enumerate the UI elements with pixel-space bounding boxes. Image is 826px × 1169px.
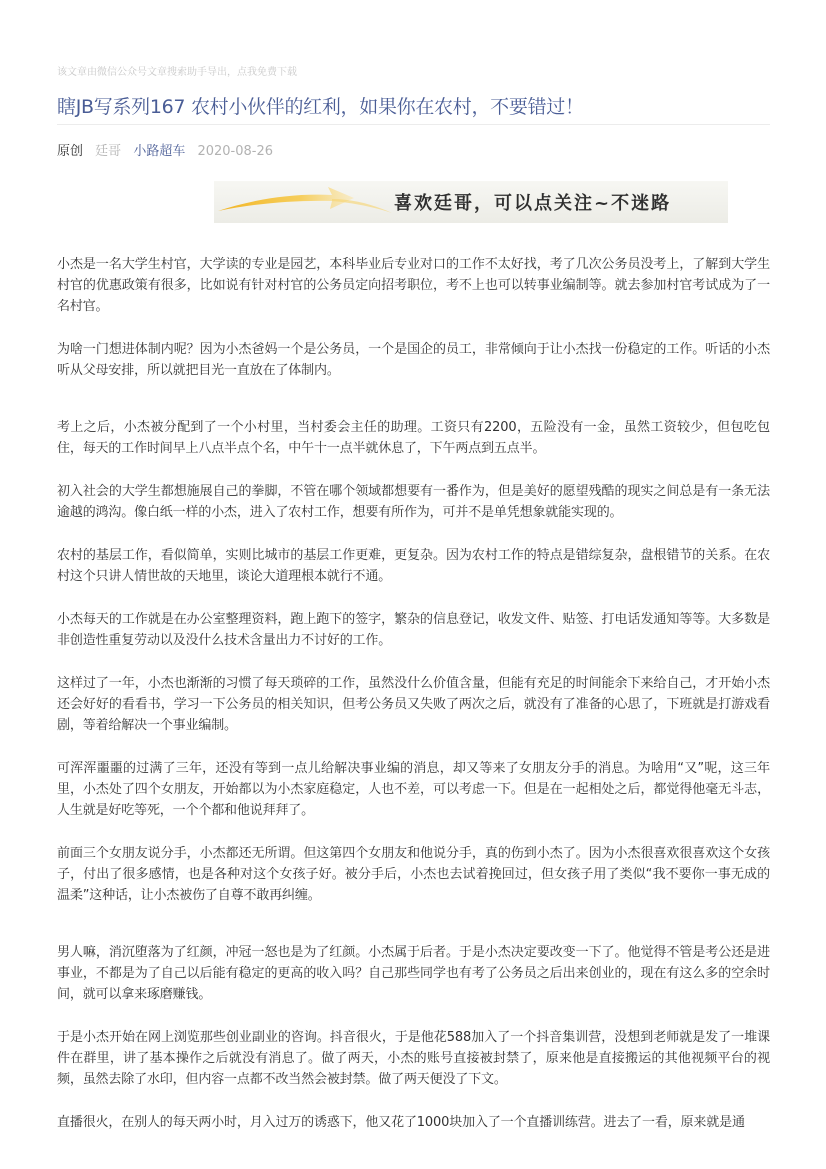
follow-banner <box>214 181 728 223</box>
article-paragraph: 农村的基层工作，看似简单，实则比城市的基层工作更难，更复杂。因为农村工作的特点是错综复杂，盘根错节的关系。在农村这个只讲人情世故的天地里，谈论大道理根本就行不通。 <box>57 548 770 584</box>
article-paragraph: 考上之后，小杰被分配到了一个小村里，当村委会主任的助理。工资只有2200，五险没有一金，虽然工资较少，但包吃包住，每天的工作时间早上八点半点个名，中午十一点半就休息了，下午两点到五点半。 <box>57 420 770 456</box>
author-name: 廷哥 <box>95 144 122 159</box>
article-paragraph: 小杰每天的工作就是在办公室整理资料，跑上跑下的签字，繁杂的信息登记，收发文件、贴签、打电话发通知等等。大多数是非创造性重复劳动以及没什么技术含量出力不讨好的工作。 <box>57 612 770 648</box>
article-paragraph: 这样过了一年，小杰也渐渐的习惯了每天琐碎的工作，虽然没什么价值含量，但能有充足的时间能余下来给自己，才开始小杰还会好好的看看书，学习一下公务员的相关知识，但考公务员又失败了两次之后，就没有了准备的心思了，下班就是打游戏看剧，等着给解决一个事业编制。 <box>57 676 770 733</box>
banner-text: 喜欢廷哥，可以点关注~不迷路 <box>394 193 672 214</box>
article-body <box>57 254 770 1155</box>
article-paragraph: 可浑浑噩噩的过满了三年，还没有等到一点儿给解决事业编的消息，却又等来了女朋友分手的消息。为啥用“又”呢，这三年里，小杰处了四个女朋友，开始都以为小杰家庭稳定，人也不差，可以考虑一下。但是在一起相处之后，都觉得他毫无斗志，人生就是好吃等死，一个个都和他说拜拜了。 <box>57 761 770 818</box>
article-paragraph: 前面三个女朋友说分手，小杰都还无所谓。但这第四个女朋友和他说分手，真的伤到小杰了。因为小杰很喜欢很喜欢这个女孩子，付出了很多感情，也是各种对这个女孩子好。被分手后，小杰也去试着挽回过，但女孩子用了类似“我不要你一事无成的温柔”这种话，让小杰被伤了自尊不敢再纠缠。 <box>57 846 770 903</box>
title-divider <box>57 124 770 125</box>
article-meta <box>57 140 281 159</box>
export-note-link[interactable]: 该文章由微信公众号文章搜索助手导出，点我免费下载 <box>57 67 297 78</box>
article-paragraph: 直播很火，在别人的每天两小时，月入过万的诱惑下，他又花了1000块加入了一个直播训练营。进去了一看，原来就是通 <box>57 1115 745 1130</box>
original-tag: 原创 <box>57 144 84 159</box>
publish-date: 2020-08-26 <box>197 144 274 159</box>
article-paragraph: 于是小杰开始在网上浏览那些创业副业的咨询。抖音很火，于是他花588加入了一个抖音集训营，没想到老师就是发了一堆课件在群里，讲了基本操作之后就没有消息了。做了两天，小杰的账号直接被封禁了，原来他是直接搬运的其他视频平台的视频，虽然去除了水印，但内容一点都不改当然会被封禁。做了两天便没了下文。 <box>57 1030 770 1087</box>
article-paragraph: 初入社会的大学生都想施展自己的拳脚，不管在哪个领域都想要有一番作为，但是美好的愿望残酷的现实之间总是有一条无法逾越的鸿沟。像白纸一样的小杰，进入了农村工作，想要有所作为，可并不是单凭想象就能实现的。 <box>57 484 770 520</box>
article-paragraph: 男人嘛，消沉堕落为了红颜，冲冠一怒也是为了红颜。小杰属于后者。于是小杰决定要改变一下了。他觉得不管是考公还是进事业，不都是为了自己以后能有稳定的更高的收入吗？自己那些同学也有考了公务员之后出来创业的，现在有这么多的空余时间，就可以拿来琢磨赚钱。 <box>57 945 770 1002</box>
account-link[interactable]: 小路超车 <box>133 144 186 159</box>
article-paragraph: 小杰是一名大学生村官，大学读的专业是园艺，本科毕业后专业对口的工作不太好找，考了几次公务员没考上，了解到大学生村官的优惠政策有很多，比如说有针对村官的公务员定向招考职位，考不上也可以转事业编制等。就去参加村官考试成为了一名村官。 <box>57 257 770 314</box>
article-paragraph: 为啥一门想进体制内呢？因为小杰爸妈一个是公务员，一个是国企的员工，非常倾向于让小杰找一份稳定的工作。听话的小杰听从父母安排，所以就把目光一直放在了体制内。 <box>57 342 770 378</box>
article-title: 瞎JB写系列167 农村小伙伴的红利，如果你在农村，不要错过！ <box>57 96 584 118</box>
curved-arrow-icon <box>214 181 394 223</box>
